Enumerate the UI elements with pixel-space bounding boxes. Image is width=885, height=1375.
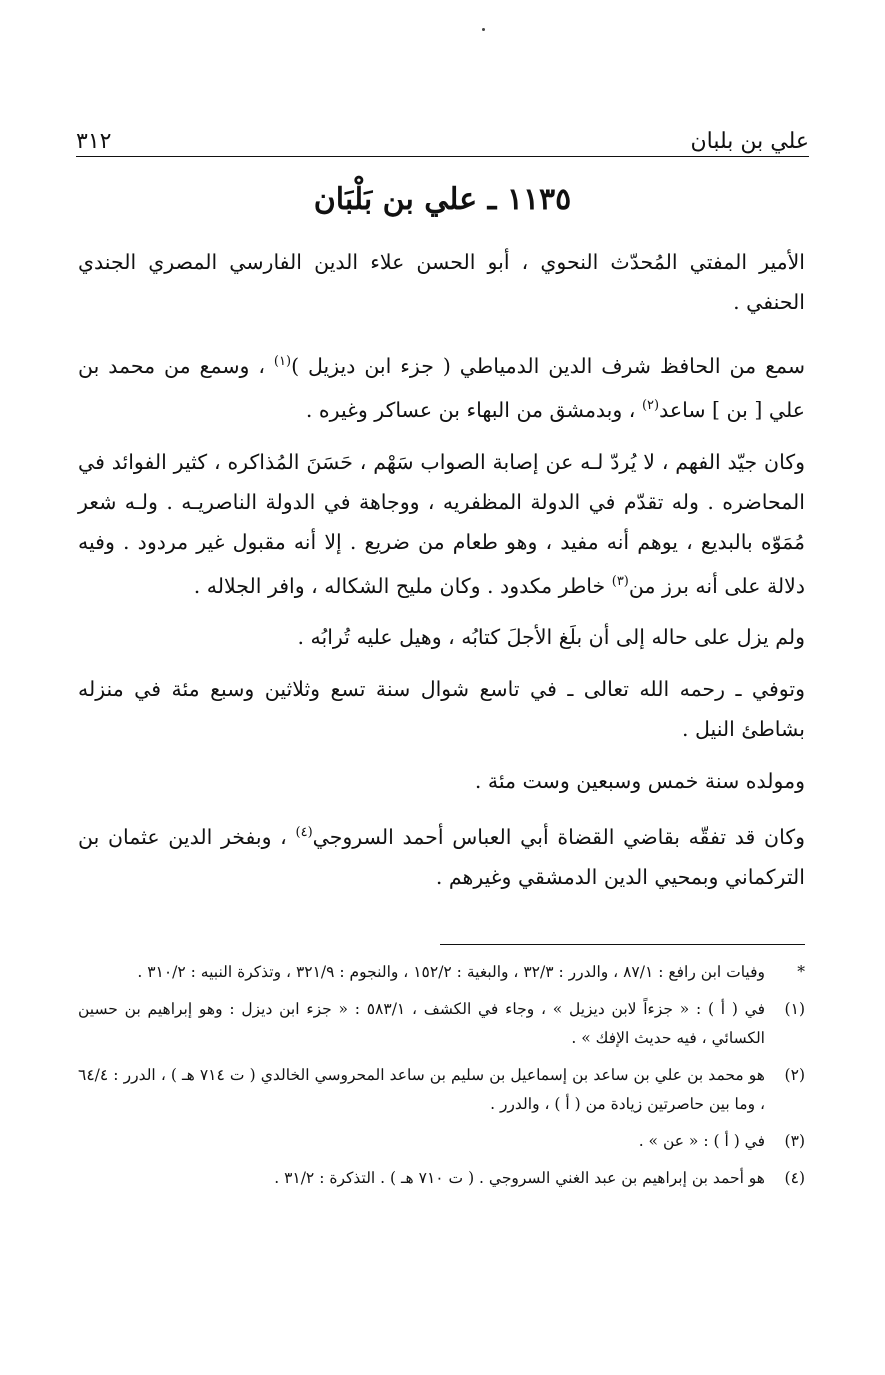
footnote-marker: * [797, 963, 805, 981]
running-header [76, 118, 809, 154]
footnote-reference: (١) [273, 354, 292, 369]
footnote-separator [440, 944, 805, 945]
paragraph [78, 242, 805, 322]
paragraph-text: ومولده سنة خمس وسبعين وست مئة . [474, 769, 805, 794]
ink-speck [482, 28, 485, 31]
footnote-marker: (١) [784, 1000, 805, 1018]
paragraph-text: ، وبفخر الدين عثمان بن التركماني وبمحيي الدين الدمشقي وغيرهم . [78, 825, 805, 890]
footnotes [78, 958, 805, 1201]
footnote [78, 1061, 805, 1119]
footnote-reference: (٤) [295, 825, 313, 841]
paragraph-text: ولم يزل على حاله إلى أن بلَغ الأجلَ كتابُه ، وهيل عليه تُرابُه . [297, 625, 805, 650]
header-rule [76, 156, 809, 157]
running-title: علي بن بلبان [690, 129, 809, 154]
footnote-reference: (٣) [611, 573, 629, 589]
paragraph-text: ، وبدمشق من البهاء بن عساكر وغيره . [305, 397, 642, 422]
paragraph [78, 342, 805, 430]
footnote-marker: (٢) [784, 1066, 805, 1084]
footnote [78, 958, 805, 987]
footnote-reference: (٢) [641, 397, 660, 413]
paragraph [78, 669, 805, 749]
footnote-text: هو أحمد بن إبراهيم بن عبد الغني السروجي . ( ت ٧١٠ هـ ) . التذكرة : ٣١/٢ . [274, 1169, 765, 1187]
paragraph [78, 813, 805, 897]
main-text [78, 242, 805, 909]
footnote [78, 1127, 805, 1156]
footnote [78, 1164, 805, 1193]
page-number: ٣١٢ [76, 129, 112, 154]
paragraph-text: خاطر مكدود . وكان مليح الشكاله ، وافر الجلاله . [193, 573, 612, 598]
footnote-text: هو محمد بن علي بن ساعد بن إسماعيل بن سليم بن ساعد المحروسي الخالدي ( ت ٧١٤ هـ ) ، الدرر : ٦٤/٤ ، وما بين حاصرتين زيادة من ( أ ) ، والدرر . [78, 1066, 765, 1113]
entry-title: ١١٣٥ ـ علي بن بَلْبَان [313, 182, 572, 217]
footnote-marker: (٣) [784, 1132, 805, 1150]
paragraph-text: وكان قد تفقّه بقاضي القضاة أبي العباس أحمد السروجي [312, 825, 805, 850]
paragraph-text: سمع من الحافظ شرف الدين الدمياطي ( جزء ابن ديزيل ) [291, 353, 806, 378]
paragraph-text: الأمير المفتي المُحدّث النحوي ، أبو الحسن علاء الدين الفارسي المصري الجندي الحنفي . [78, 250, 805, 314]
footnote [78, 995, 805, 1053]
paragraph [78, 617, 805, 657]
paragraph-text: ، وسمع من محمد بن علي [ بن ] ساعد [78, 353, 805, 422]
paragraph-text: وكان جيّد الفهم ، لا يُردّ لـه عن إصابة الصواب سَهْم ، حَسَنَ المُذاكره ، كثير الفوائد في المحاضره . وله تقدّم في الدولة المظفريه ، ووجاهة في الدولة الناصريـه . ولـه شعر مُمَوّه بالبديع ، يوهم أنه مفيد ، وهو طعام من ضريع . إلا أنه مقبول غير مردود . وفيه دلالة على أنه برز من [78, 449, 805, 598]
footnote-text: في ( أ ) : « جزءاً لابن ديزيل » ، وجاء في الكشف ، ٥٨٣/١ : « جزء ابن ديزل : وهو إبراهيم بن حسين الكسائي ، فيه حديث الإفك » . [78, 1000, 765, 1047]
paragraph [78, 761, 805, 801]
paragraph [78, 442, 805, 606]
footnote-text: في ( أ ) : « عن » . [638, 1132, 765, 1150]
footnote-text: وفيات ابن رافع : ٨٧/١ ، والدرر : ٣٢/٣ ، والبغية : ١٥٢/٢ ، والنجوم : ٣٢١/٩ ، وتذكرة النبيه : ٣١٠/٢ . [137, 963, 765, 981]
paragraph-text: وتوفي ـ رحمه الله تعالى ـ في تاسع شوال سنة تسع وثلاثين وسبع مئة في منزله بشاطئ النيل . [78, 677, 805, 742]
footnote-marker: (٤) [784, 1169, 805, 1187]
